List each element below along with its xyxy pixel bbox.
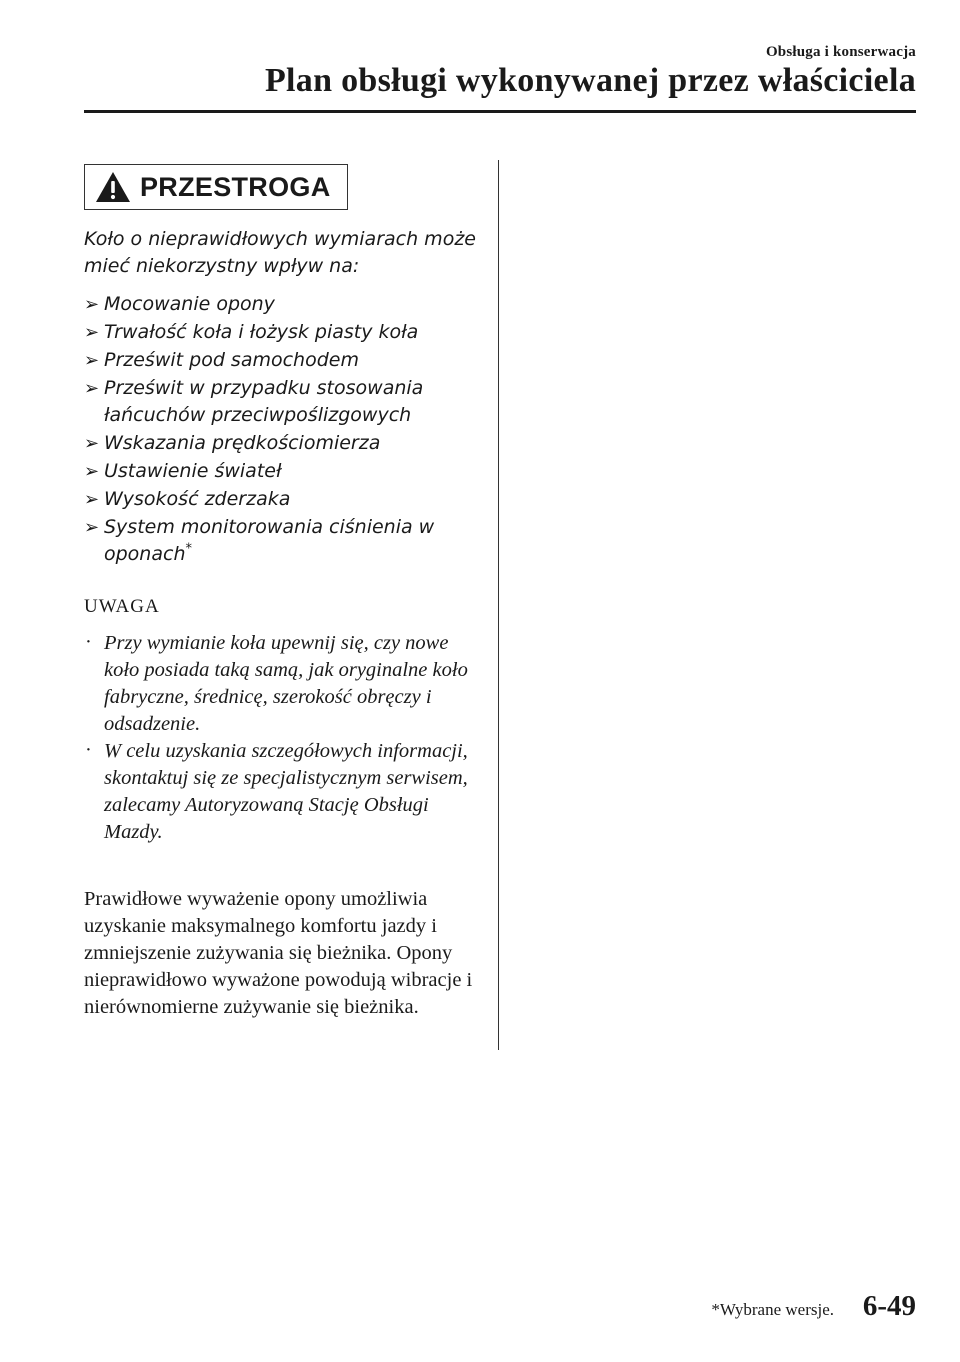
caution-list	[84, 291, 484, 568]
note-heading: UWAGA	[84, 596, 160, 617]
warning-triangle-icon	[95, 171, 131, 203]
caution-intro: Koło o nieprawidłowych wymiarach może mieć niekorzystny wpływ na:	[84, 228, 476, 277]
footnote-star: *	[185, 541, 192, 557]
column-divider	[498, 160, 499, 1050]
arrow-bullet-icon: ➢	[84, 489, 100, 510]
caution-item: ➢ Prześwit pod samochodem	[84, 347, 484, 374]
caution-item: ➢ Trwałość koła i łożysk piasty koła	[84, 319, 484, 346]
caution-label: PRZESTROGA	[140, 171, 331, 202]
note-item: · Przy wymianie koła upewnij się, czy nowe koło posiada taką samą, jak oryginalne koło fabryczne, średnicę, szerokość obręczy i odsadzenie.	[85, 631, 468, 735]
section-label: Obsługa i konserwacja	[765, 44, 916, 60]
caution-content	[84, 226, 484, 569]
arrow-bullet-icon: ➢	[84, 322, 100, 343]
header-rule	[84, 110, 916, 113]
caution-item: ➢ Prześwit w przypadku stosowania łańcuchów przeciwpoślizgowych	[84, 377, 424, 426]
caution-box	[84, 164, 348, 210]
caution-item: ➢ Wysokość zderzaka	[84, 486, 484, 513]
caution-item: ➢ Mocowanie opony	[84, 291, 484, 318]
body-paragraph: Prawidłowe wyważenie opony umożliwia uzyskanie maksymalnego komfortu jazdy i zmniejszenie zużywania się bieżnika. Opony nieprawidłowo wyważone powodują wibracje i nierównomierne zużywanie się bieżnika.	[84, 888, 473, 1018]
arrow-bullet-icon: ➢	[84, 350, 100, 371]
arrow-bullet-icon: ➢	[84, 294, 100, 315]
arrow-bullet-icon: ➢	[84, 433, 100, 454]
dot-bullet-icon: ·	[85, 631, 92, 653]
note-list	[84, 630, 484, 846]
dot-bullet-icon: ·	[85, 739, 92, 761]
caution-item: ➢ Ustawienie świateł	[84, 458, 484, 485]
caution-item: ➢ System monitorowania ciśnienia w oponach*	[84, 516, 435, 565]
caution-item: ➢ Wskazania prędkościomierza	[84, 430, 484, 457]
arrow-bullet-icon: ➢	[84, 378, 100, 399]
footnote: *Wybrane wersje.	[711, 1300, 834, 1319]
arrow-bullet-icon: ➢	[84, 461, 100, 482]
note-item: · W celu uzyskania szczegółowych informacji, skontaktuj się ze specjalistycznym serwisem, zalecamy Autoryzowaną Stację Obsługi Mazdy.	[85, 739, 468, 843]
arrow-bullet-icon: ➢	[84, 517, 100, 538]
chapter-title: Plan obsługi wykonywanej przez właściciela	[264, 62, 916, 99]
page-number: 6-49	[862, 1290, 916, 1322]
